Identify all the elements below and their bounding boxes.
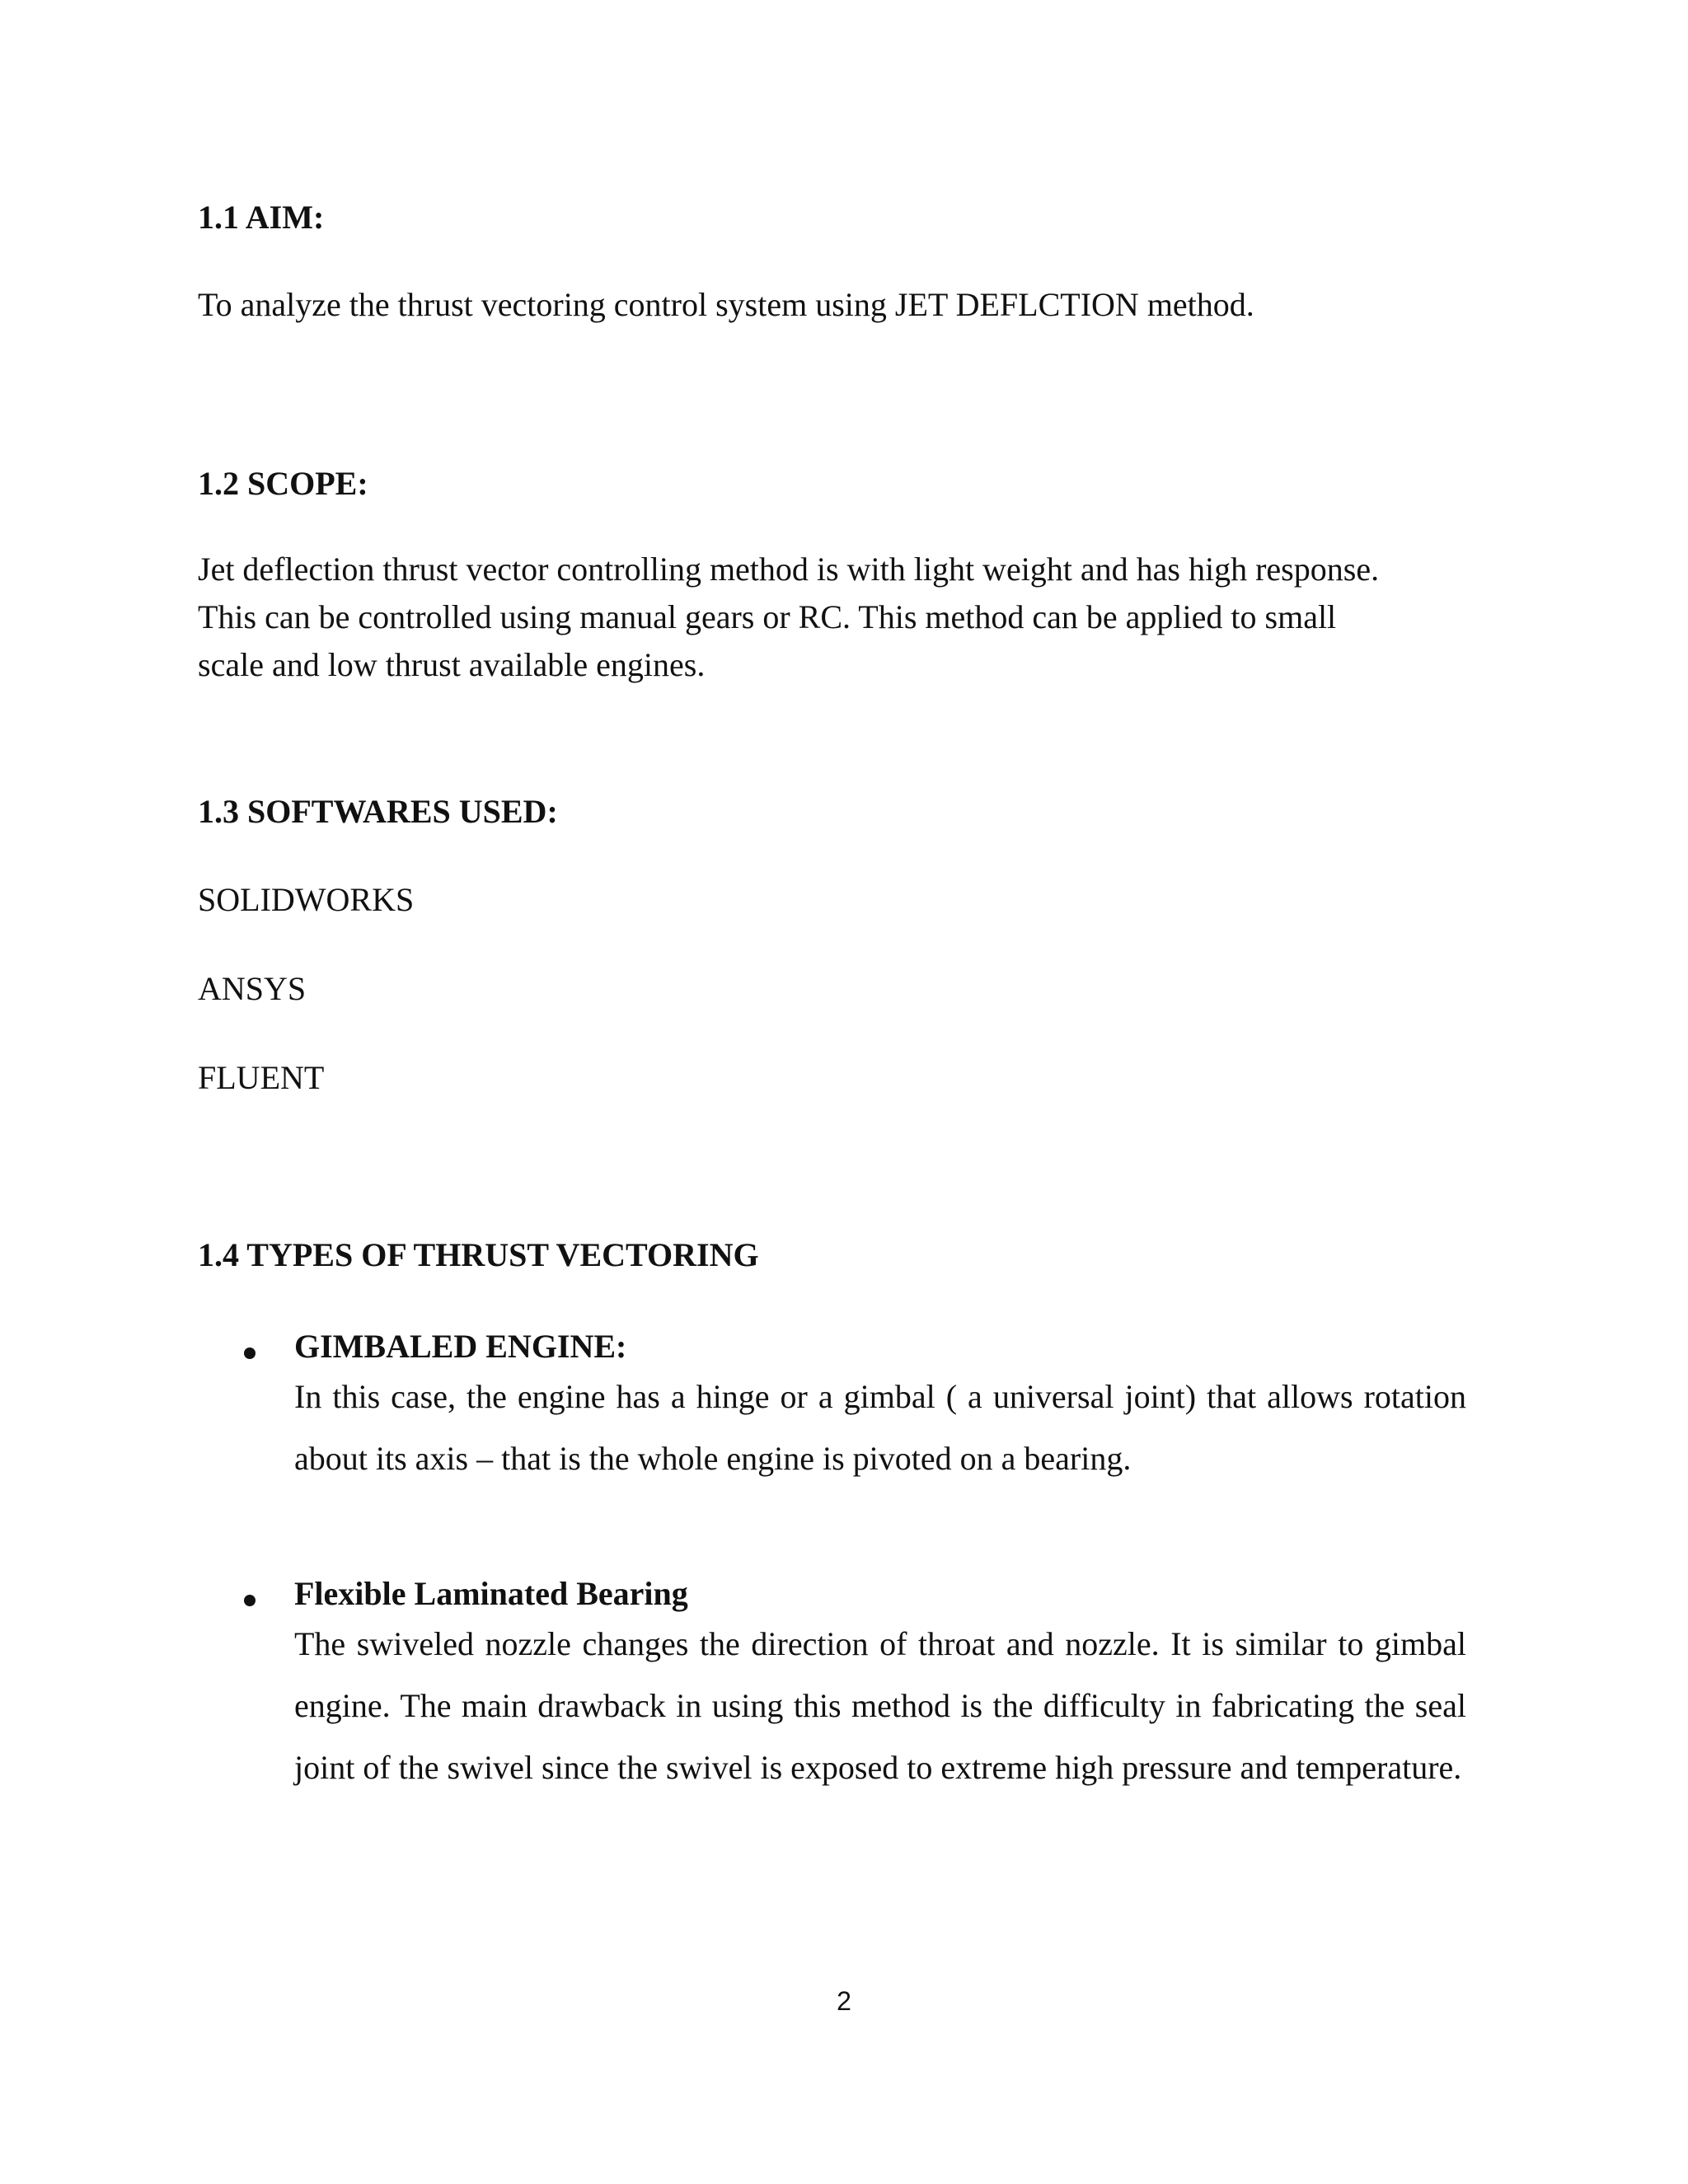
scope-line: Jet deflection thrust vector controlling method is with light weight and has high response. [198,551,1380,588]
bullet-item-gimbaled-engine [294,1330,1466,1489]
scope-line: This can be controlled using manual gears or RC. This method can be applied to small [198,598,1337,635]
section-heading-software: 1.3 SOFTWARES USED: [198,793,558,830]
software-item-ansys: ANSYS [198,970,307,1007]
page-number: 2 [837,1986,851,2016]
bullet-title: Flexible Laminated Bearing [294,1575,688,1612]
scope-line: scale and low thrust available engines. [198,646,706,683]
section-heading-types: 1.4 TYPES OF THRUST VECTORING [198,1236,759,1273]
bullet-text: The swiveled nozzle changes the direction of throat and nozzle. It is similar to gimbal engine. The main drawback in using this method is the difficulty in fabricating the seal joint of the swivel since the swivel is exposed to extreme high pressure and temperature. [294,1625,1466,1786]
bullet-item-flexible-laminated-bearing [294,1577,1466,1798]
bullet-icon [244,1595,256,1606]
software-item-fluent: FLUENT [198,1059,325,1096]
bullet-title: GIMBALED ENGINE: [294,1328,627,1365]
software-item-solidworks: SOLIDWORKS [198,881,415,918]
aim-text: To analyze the thrust vectoring control system using JET DEFLCTION method. [198,286,1254,323]
section-heading-scope: 1.2 SCOPE: [198,465,368,502]
bullet-icon [244,1347,256,1359]
section-heading-aim: 1.1 AIM: [198,199,325,236]
bullet-text: In this case, the engine has a hinge or a gimbal ( a universal joint) that allows rotation about its axis – that is the whole engine is pivoted on a bearing. [294,1378,1466,1477]
